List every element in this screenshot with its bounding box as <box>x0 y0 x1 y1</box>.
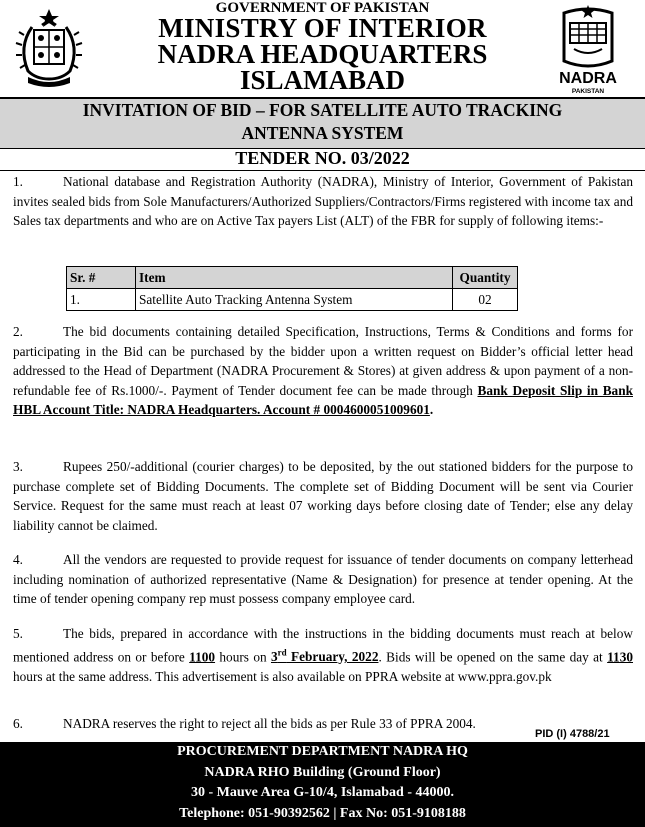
paragraph-text: hours at the same address. This advertisement is also available on PPRA website at www.ppra.gov.pk <box>13 668 552 684</box>
paragraph-text: NADRA reserves the right to reject all the bids as per Rule 33 of PPRA 2004. <box>63 716 476 731</box>
paragraph-5 <box>13 624 633 686</box>
date-month: February, 2022 <box>286 649 379 665</box>
paragraph-text: The bids, prepared in accordance with the instructions in the bidding documents must reach at below mentioned address on or before <box>13 626 633 665</box>
cell-quantity: 02 <box>453 289 518 311</box>
footer-building: NADRA RHO Building (Ground Floor) <box>204 764 441 780</box>
items-table <box>66 266 518 311</box>
paragraph-text: . Bids will be opened on the same day at <box>378 649 608 665</box>
pid-number: PID (I) 4788/21 <box>535 728 610 740</box>
footer-phone-fax: Telephone: 051-90392562 | Fax No: 051-9108188 <box>179 805 466 821</box>
date-day: 3 <box>270 649 278 665</box>
bank-account-details: Bank Deposit Slip in Bank HBL Account Title: NADRA Headquarters. Account # 0004600051009601 <box>13 382 633 418</box>
paragraph-number: 6. <box>13 716 23 731</box>
date-ordinal: rd <box>277 647 287 658</box>
paragraph-2 <box>13 322 633 420</box>
paragraph-4 <box>13 550 633 609</box>
opening-time: 1130 <box>607 649 633 665</box>
invitation-title-line1: INVITATION OF BID – FOR SATELLITE AUTO TRACKING <box>82 100 563 120</box>
nadra-logo <box>552 5 624 95</box>
header-item: Item <box>136 267 453 289</box>
paragraph-text: National database and Registration Authority (NADRA), Ministry of Interior, Government of Pakistan invites sealed bids from Sole Manufacturers/Authorized Suppliers/Contractors/Firms registered with income tax and Sales tax departments and who are on Active Tax payers List (ALT) of the FBR for supply of following items:- <box>13 174 633 229</box>
header-quantity: Quantity <box>453 267 518 289</box>
footer-contact-band <box>0 742 645 827</box>
paragraph-1 <box>13 172 633 231</box>
paragraph-number: 3. <box>13 459 23 474</box>
cell-item: Satellite Auto Tracking Antenna System <box>136 289 453 311</box>
hq-heading: NADRA HEADQUARTERS <box>157 39 488 69</box>
paragraph-text: hours on <box>215 649 271 665</box>
footer-department: PROCUREMENT DEPARTMENT NADRA HQ <box>177 744 468 759</box>
paragraph-number: 5. <box>13 626 23 641</box>
paragraph-number: 1. <box>13 174 23 189</box>
divider <box>0 170 645 171</box>
footer-address: 30 - Mauve Area G-10/4, Islamabad - 44000. <box>190 785 454 800</box>
city-heading: ISLAMABAD <box>239 65 406 95</box>
paragraph-number: 4. <box>13 552 23 567</box>
header-sr: Sr. # <box>67 267 136 289</box>
svg-text:NADRA: NADRA <box>559 70 617 87</box>
paragraph-text: All the vendors are requested to provide request for issuance of tender documents on company letterhead including nomination of authorized representative (Name & Designation) for presence at tender opening. At the time of tender opening company rep must possess company employee card. <box>13 552 633 607</box>
paragraph-text: Rupees 250/-additional (courier charges) to be deposited, by the out stationed bidders for the purpose to purchase complete set of Bidding Documents. The complete set of Bidding Document will be sent via Courier Service. Request for the same must reach at least 07 working days before closing date of Tender; else any delay liability cannot be claimed. <box>13 459 633 533</box>
paragraph-3 <box>13 457 633 535</box>
tender-number: TENDER NO. 03/2022 <box>235 148 410 168</box>
paragraph-end: . <box>429 402 434 418</box>
paragraph-text: The bid documents containing detailed Specification, Instructions, Terms & Conditions and forms for participating in the Bid can be purchased by the bidder upon a written request on Bidder’s official letter head addressed to the Head of Department (NADRA Procurement & Stores) at given address & upon payment of a non-refundable fee of Rs.1000/-. Payment of Tender document fee can be made through <box>13 324 633 398</box>
cell-sr: 1. <box>67 289 136 311</box>
paragraph-number: 2. <box>13 324 23 339</box>
table-header-row <box>67 267 518 289</box>
invitation-title-line2: ANTENNA SYSTEM <box>241 123 404 143</box>
ministry-heading: MINISTRY OF INTERIOR <box>158 13 487 43</box>
document-header <box>0 0 645 97</box>
table-row <box>67 289 518 311</box>
submission-date <box>271 649 378 664</box>
government-heading: GOVERNMENT OF PAKISTAN <box>215 0 430 16</box>
svg-text:PAKISTAN: PAKISTAN <box>571 88 605 95</box>
submission-time: 1100 <box>189 649 216 665</box>
invitation-title-band <box>0 97 645 149</box>
